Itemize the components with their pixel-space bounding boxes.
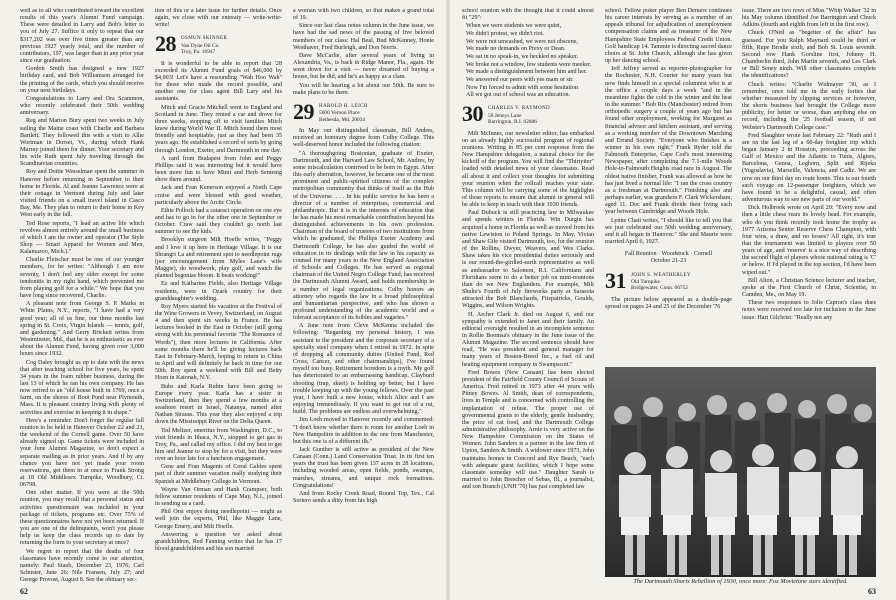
paragraph: Here's a reminder. Don't forget the regular fall reunion to be held in Hanover October 22 and 23, the weekend of the Cornell game. Over 50 have already signed up. Game tickets were included in your June Alumni Magazine, so don't expect a separate mailing as in prior years. And if by any chance you have not yet made your room reservations, get them in at once to Frank Strong at 18 Old Middlesex Turnpike, Woodbury, Ct. 06798. (20, 417, 144, 489)
paragraph: We regret to report that the deaths of four classmates have recently come to our attention, namely: Paul Staub, December 23, 1976; Carl Schuster, June 26; Nils Fransen, July 27; and George Provost, August 8. See the obituary sec- (20, 548, 144, 584)
poem-line: We broke not a window, few students were meeker. (466, 61, 592, 68)
paragraph: Roy Myers started his vacation at the Festival of the Wine Growers in Vevey, Switzerland, on August 4 and then spent six weeks in France. He has lectures booked in the East in October (still going strong with his perennial favorite "The Romance of Words"), then more lectures in California. After some months there he'll be giving lectures back East in February-March, hoping to return to China in April and will definitely be back in time for our 50th. Roy spent a weekend with Bill and Betty Hoen in Katonah, N.Y. (155, 303, 282, 382)
reunion-dates: October 21-23 (650, 258, 687, 265)
paragraph: Charlie Fleischer must be one of our younger members, for he writes: "Although I am now seventy, I don't feel any older except for some tendonitis in my right hand, which prevented me from playing golf for a while." We hope that you have long since recovered, Charlie. (20, 257, 144, 300)
class-secretary-address (631, 271, 691, 292)
paragraph: school. Fellow poker player Ben Demers continues his career interests by serving as a member of an appeals tribunal for adjudication of unemployment compensation claims and as treasurer of the New Hampshire State Employees Federal Credit Union. Golf handicap 14. Tammie is directing sacred dance choirs at St. John Church, although she has given up her dancing school. (605, 8, 732, 65)
paragraph: Mitch and Gracie Mitchell went to England and Scotland in June. They rented a car and drove for three weeks, stopping off to visit families Mitch knew during World War II. Mitch found them most friendly and hospitable, just as they had been 35 years ago. He established a record of sorts by going through London, Exeter, and Dartmouth in one day. (155, 104, 282, 154)
paragraph: a woman with two children, so that makes a grand total of 19. (293, 8, 434, 22)
poem-line: We made no demands on Prexy or Dean. (466, 46, 566, 53)
paragraph: Chuck O'Neil as "begetter of the affair" has guessed. For you Ralph Maynard could be third or fifth, Rupe Brodie sixth, and Bob St. Louis seventh. Second row Hank Gorsline first, Johnny H. Chamberlin third, John Martin seventh, and Les Clark or Bill Seney ninth. Will other classmates complete the identifications? (742, 30, 876, 80)
secretary-street: Old Turnpike (631, 278, 660, 285)
paragraph: And from Rocky Creek Road, Round Top, Tex., Cal Soriero sends a ditty from his high (293, 490, 434, 505)
paragraph: Answering a question we asked about grandchildren, Red Fanning writes that he has 17 blood grandchildren and his son married (155, 531, 282, 552)
class-secretary-address (488, 104, 550, 125)
paragraph: Ted Rose reports, "I lead an active life which revolves almost entirely around the small business of which I am the owner and operator (The Style Shop — Smart Apparel for Women and Men, Kalamazoo, Mich.)." (20, 220, 144, 256)
paragraph: It is wonderful to be able to report that '28 exceeded its Alumni Fund goals of $46,000 by $4,903! Let's have a resounding "Wah Hoo Wah" for those who made the record possible, and another one for class agent Bill Lary and his assistants. (155, 60, 282, 103)
paragraph: Roy and Dottie Wesselman spent the summer in Hanover before returning in September to their home in Florida. Al and Jeanne Lawrence were at their cottage in Vermont during July and later visited friends on a small travel island in Casco Bay, Me. They plan to return to their home in Key West early in the fall. (20, 169, 144, 219)
class-number: 30 (462, 101, 483, 127)
secretary-street: 5600 Vernon Place (319, 110, 360, 117)
paragraph: A card from Budapest from John and Peggy Phillips said it was interesting but it would have been more fun to have Mimi and Herb Semenig show them around. (155, 155, 282, 184)
paragraph: Ethie Pollock had a cataract operation on one eye and has to go in for the other one in September or October. Craw said they couldn't go north last summer to see the kids. (155, 207, 282, 236)
left-page-column-3 (293, 8, 434, 594)
poem (462, 23, 594, 99)
paragraph: H. Archer Clark Jr. died on August 6, and our sympathy is extended to Janet and their family. An editorial oversight resulted in an incomplete sentence in Rollie Boomsa's obituary in the June issue of the Alumni Magazine. The second sentence should have read, "He was president and general manager for many years of Boston-Breed Inc., a fuel oil and heating equipment company in Swampscott." (462, 311, 594, 368)
poem-line: We were not unwashed, we were not obscene, (466, 38, 579, 45)
paragraph: These two responses to Jolie Capron's class dues notes were received too late for inclusion in the June issue: Hart Gilchrist: "Really not any (742, 300, 876, 321)
right-page-column-3 (742, 8, 876, 364)
paragraph: Bill Alton, a Christian Science lecturer and teacher, spoke at the First Church of Christ, Scientist, in Camden, Me., on May 19. (742, 277, 876, 299)
paragraph: Paul Dubuck is still practicing law in Milwaukee and spends winters in Florida. Win Durgin has acquired a home in Florida as well as moved from his native Lewiston to Poland Springs. In May, Vivian and Shaw Gile visited Dartmouth, too, for the reunion of the Rollins, Dwyer, Weavers, and Wes Clarks. Shaw takes his vice presidential duties seriously and is our round-the-girdled-earth representative as well as ambassador to Salomon, R.I. Californians and Floridians seem to do a better job on mini-reunions than do we New Englanders. For example, Milt Shulte's Fourth of July fireworks party at Sarasota attracted the Bob Blanchards, Fitzpatricks, Goulds, Wiggins, and Wilson Wrights. (462, 210, 594, 310)
paragraph: You will be hearing a lot about our 50th. Be sure to make plans to be there. (293, 82, 434, 96)
paragraph: Chuck writes: "Charlie Widmayer '30, as I remember, once told me in the early forties that whether measured by clipping services or however, the shorts business had brought the College more publicity, for better or worse, than anything else on record, including the '25 football season, if not Webster's Dartmouth College case." (742, 81, 876, 131)
poem-line: We didn't protest, we didn't riot. (466, 30, 545, 37)
paragraph: Phil Orsi enjoys doing needlepoint — might as well join the experts, Phil, like Maggie Lane, George Emery, and Milt Hoefle. (155, 509, 282, 530)
group-photo-illustration (605, 367, 876, 577)
right-page-column-2 (605, 8, 732, 364)
left-page-column-1 (20, 8, 144, 590)
paragraph: A June note from Cleve McKenna included the following: "Regarding my personal history, I was assistant to the president and the corporate secretary of a specialty steel company when I retired in 1972. In spite of dropping all community duties (United Fund, Red Cross, Cancer, and other chairmanships), I've found myself too busy. Retirement boredom is a myth. My golf has deteriorated to an embarrassing handicap. Clayburd shooting (trap, skeet) is holding up better, but I have trouble keeping up with the young fellows. Over the past year, I have built a new house, which Alice and I are enjoying tremendously. If you want to get out of a rut, build. The problems are endless and overwhelming." (293, 323, 434, 416)
class-header-29 (293, 98, 434, 124)
right-page-column-1 (462, 8, 594, 594)
paragraph: Ted Meltzer, emeritus from Washington, D.C., to visit friends in Ithaca, N.Y., stopped to get gas in Troy, Pa., and called my office. I did my best to get him and Jeanne to stop by for a visit, but they were over an hour late for a luncheon engagement. (155, 427, 282, 463)
secretary-street: 56 Jennys Lane (488, 112, 522, 119)
secretary-name: HAROLD H. LEICH (319, 103, 368, 109)
paragraph: Brooklyn surgeon Milt Hoefle writes, "Peggy and I love it up here in Heritage Village. It is our Shrangri La and retirement spot to needlepoint rugs (per encouragement from Myles Lane's wife Maggie), do woodwork, play golf, and watch the planted begonias bloom. It beats working!" (155, 237, 282, 280)
photo-caption: The Dartmouth Shorts Rebellion of 1930, once more: Fox Movietone stars identified. (633, 578, 848, 585)
secretary-city: Bridgewater, Conn. 06752 (631, 285, 688, 292)
paragraph: tion of this or a later issue for further details. Once again, we close with our entreaty — write-write-write! (155, 8, 282, 29)
secretary-street: Van Dyne Oil Co. (181, 42, 220, 49)
class-header-31 (605, 267, 732, 293)
secretary-city: Bethesda, Md. 20034 (319, 116, 366, 123)
paragraph: Fred Slaughter wrote last February 22: "Ruth and I are on the last leg of a 60-day freighter trip which began January 2 in Houston, proceeding across the Gulf of Mexico and the Atlantic to Tunis, Algiers, Barcelona, Genoa, Leghorn, Split and Rijeka (Yugoslavia), Marseille, Valencia, and Cadiz. We are now on our third day en route home. This is our fourth such voyage on 12-passenger freighters, which we have found to be a delightful, casual, and often adventurous way to see new parts of our world." (742, 132, 876, 204)
paragraph: Wayne Van Orman and Hank Crampser, both fellow summer residents of Cape May, N.J., joined in sending us a card. (155, 486, 282, 508)
paragraph: The picture below appeared as a double-page spread on pages 24 and 25 of the December '76 (605, 296, 732, 310)
secretary-name: CHARLES V. RAYMOND (488, 106, 550, 112)
group-photo (605, 367, 876, 577)
class-number: 28 (155, 31, 176, 57)
poem-line: We sat in no speak-in, we heckled no speaker. (466, 53, 578, 60)
poem-line: We answered our peers with yes mam or sir. (466, 76, 574, 83)
secretary-city: Barrington, R.I. 02806 (488, 119, 537, 126)
paragraph: Gene and Fran Magenis of Coral Gables spent part of their summer vacation really studying their Spanish at Middlebury College in Vermont. (155, 464, 282, 485)
paragraph: issue. There are two rows of Miss "Whip Walker '32 in his May column identified Joe Barrington and Chuck Adkins (fourth and eighth from left in the first row). (742, 8, 876, 29)
paragraph: Milt McInnes, our newsletter editor, has embarked on an already highly successful program of regional reunions. Writing in 85 per cent response from the New Hampshire delegation, a natural choice for the kickoff of the program. You will find the "Thirtyiter" loaded with detailed news of your classmates. Read all about it and collect your thoughts for submitting your reunion when the rollcall reaches your state. This column will be carrying some of the highlights of those reports to ensure that alumni in general will be able to keep in touch with their 1930 friends. (462, 130, 594, 209)
paragraph: Ez and Katharine Fields, also Heritage Village residents, were in Ozark country for their granddaughter's wedding. (155, 281, 282, 302)
paragraph: Congratulations to Larry and Ora Scammon, who recently celebrated their 50th wedding anniversary. (20, 95, 144, 117)
class-header-28 (155, 31, 282, 57)
class-secretary-address (181, 34, 227, 55)
poem-line: When we were students we were quiet, (466, 23, 562, 30)
paragraph: "A thoroughgoing Bostonian, graduate of Exeter, Dartmouth, and the Harvard Law School, Mr. Andres, by some miscalculation contrived to be born in Egypt. After this early aberration, however, he became one of the most prominent and public-spirited citizens of the complex metropolitan community that thinks of itself as the Hub of the Universe. . . . In his public service he has been a director of a number of enterprises, commercial and philanthropic. But it is in the interests of education that he has made his most remarkable contribution beyond his distinguished achievements in his own profession. Chairman of the board of trustees of two institutions from which he graduated, the Phillips Exeter Academy and Dartmouth College, he has also guided the world of education in its dealings with the law in his capacity as counsel for many years to the New England Association of Schools and Colleges. He has served as regional chairman of the United Negro College Fund, has received the Dartmouth Alumni Award, and holds membership in a number of legal organizations. Colby honors an attorney who regards the law in a broad philosophical and humanitarian perspective, and who has shown a profound understanding of the academic world and a tolerant acceptance of its foibles and vagaries." (293, 150, 434, 322)
paragraph: Dick Holbrook wrote on April 20: "Every now and then a little chess rears its lovely head. For example, who do you think recently took home the trophy as 1977 Arizona Senior Reserve Chess Champion, with four wins, a draw, and no losses? All right, it's true that the tournament was limited to players over 50 years of age, and 'reserve' is a nice way of describing the second flight of players whose national rating is 'C' or below. If I'd played in the top section, I'd have been wiped out." (742, 205, 876, 276)
class-number: 31 (605, 267, 626, 293)
page-number-left: 62 (20, 587, 28, 596)
paragraph: Jack Gunther is still active as president of the New Canaan (Conn.) Land Conservation Trust. In its first ten years the trust has been given 137 acres in 28 locations, including wooded areas, open fields, ponds, swamps, marshes, streams, and unique rock formations. Congratulations! (293, 446, 434, 489)
paragraph: Dave McCarlie, after several years of living in Alexandria, Va., is back in Ridge Manor, Fla., again. He went down for a visit — never dreamed of buying a house, but he did, and he's as happy as a clam. (293, 52, 434, 81)
paragraph: Lynne Chait writes, "I should like to tell you that we just celebrated our 50th wedding anniversary, and it all began in Hanover." She and Maurie were married April 6, 1927. (605, 217, 732, 245)
paragraph: school reunion with the thought that it could almost fit "29": (462, 8, 594, 22)
page-number-right: 63 (868, 587, 876, 596)
paragraph: Since our last class notes column in the June issue, we have had the sad news of the passing of five beloved members of our class: Hal Beal, Bud McKenney, Honie Westhaver, Fred Burleigh, and Don Norris. (293, 23, 434, 51)
poem-line: All we got out of school was an education. (466, 92, 571, 99)
secretary-city: Troy, Pa. 16947 (181, 49, 216, 56)
poem-line: Now I'm forced to admit with some hesitation (466, 84, 578, 91)
class-header-30 (462, 101, 594, 127)
poem-line: We made a distinguishment between him and her. (466, 69, 588, 76)
paragraph: Gordon Smith has designed a new 1927 birthday card, and Bob Williamson arranged for the printing of the cards, which you should receive on your next birthdays. (20, 66, 144, 94)
reunion-event: Fall Reunion · Woodstock · Cornell (624, 251, 713, 258)
class-secretary-address (319, 102, 368, 123)
class-number: 29 (293, 98, 314, 124)
secretary-name: JOHN S. WEATHERLEY (631, 272, 692, 278)
paragraph: Jack and Fran Kenerson enjoyed a North Cape cruise and were blessed with good weather, particularly above the Arctic Circle. (155, 185, 282, 206)
paragraph: Reg and Marion Bury spent two weeks in July sailing the Maine coast with Charlie and Barbara Bartlett. They followed this with a visit to Allie Wortman in Dorset, Vt., during which Hank Murray joined them for dinner. Your secretary and his wife Ruth spent July traveling through the Scandinavian countries. (20, 118, 144, 168)
left-page-column-2 (155, 8, 282, 594)
paragraph: Fred Bowes (New Canaan) has been elected president of the Fairfield County Council of Scouts of America. Fred retired in 1973 after 44 years with Pitney Bowes. Al Smith, dean of correspondents, lives in Temple and is concerned with controlling the implantation of refuse. The proper use of governmental grants to the elderly, gentle husbandry, the price of cat food, and the Dartmouth College administrative philosophy. Arnie is very active on the New Hampshire Commission on the Status of Women. John Sanders is a partner in the law firm of Upton, Sanders & Smith. A widower since 1973, John maintains homes in Concord and Rye Beach, "each with adequate guest facilities, which I hope some classmate someday will use." Daughter Sarah is married to John Brescher of Sebas, Ill., a journalist, and son Branch (UNH '70) has just completed law (462, 369, 594, 491)
secretary-name: OSMUN SKINNER (181, 36, 228, 42)
paragraph: Jeff Jeffrey served as reporter-photographer for the Rochester, N.H. Courier for many years but now finds himself in a special columnist who is at the office a couple days a week "and in the meantime fights the cold in the winter and the heat in the summer." Bob Rix (Manchester) retired from orthopedic surgery a couple of years ago but has found other employment, working for Margaret as financial advisor and kitchen assistant, and serving as a working member of the Downtown Marching and Errand Society. "Everyone who finishes is a winner in his own right," Frank Ryder told the Falmouth Enterprise, Cape Cod's most interesting Newspaper, after completing the 7.1-mile Woods Hole-to-Falmouth Heights road race in August. The oldest native finisher, Frank was allowed as how he has just lived a normal life: "I ran the cross country as a freshman at Dartmouth." Finishing also and perhaps earlier, was grandson F. Clark Wickersham, aged 11. Doc and Frank divide their living each year between Cambridge and Woods Hole. (605, 66, 732, 216)
paragraph: Jim Loeb moved to Hanover recently and commented: "I don't know whether there is room for another Loeb in New Hampshire in addition to the one from Manchester, but this one is of a different ilk." (293, 417, 434, 445)
reunion-notice (605, 251, 732, 265)
paragraph: well as to all who contributed toward the excellent results of this year's Alumni Fund campaign. These were detailed in Larry and Bob's letter to you of July 27. Suffice it only to repeat that our $317,202 was over five times greater than any previous 1927 yearly total, and the number of contributors, 197, was larger than in any prior year since our graduation. (20, 8, 144, 65)
paragraph: In May our distinguished classmate, Bill Andres, received an honorary degree from Colby College. This well-deserved honor included the following citation: (293, 128, 434, 149)
page-gutter (446, 0, 450, 600)
paragraph: Bubs and Karla Rubin have been going to Europe every year. Karla has a sister in Switzerland, then they spend a few months at a seashore resort in Israel, Natanya, named after Nathan Strauss. This year they also enjoyed a trip down the Mississippi River on the Delta Queen. (155, 383, 282, 426)
paragraph: A pleasant note from George S. P. Marks in White Plains, N.Y., reports, "I have had a very good year; all of us fine, our three months last spring in St. Croix, Virgin Islands — tennis, golf, and gardening." And Gerry Brickett writes from Westminster, Md., that he is as enthusiastic as ever about the Alumni Fund, having given over 3,000 hours since 1932. (20, 301, 144, 358)
paragraph: Cog Daley brought us up to date with the news that after teaching school for five years, he spent 34 years in the foam rubber business, during the last 13 of which he ran his own company. He has now retired to an "old house built in 1769, once a farm, on the shores of Boot Pond near Plymouth, Mass. It is pleasant country living with plenty of activities and exercise in keeping it in shape." (20, 359, 144, 416)
paragraph: One other matter. If you were at the 50th reunion, you may recall that a personal status and activities questionnaire was included in your package of tickets, programs etc. Over 75% of these questionnaires have not yet been returned. If you are one of the delinquents, won't you please help us keep the class records up to date by returning the form to your secretary at once? (20, 490, 144, 547)
